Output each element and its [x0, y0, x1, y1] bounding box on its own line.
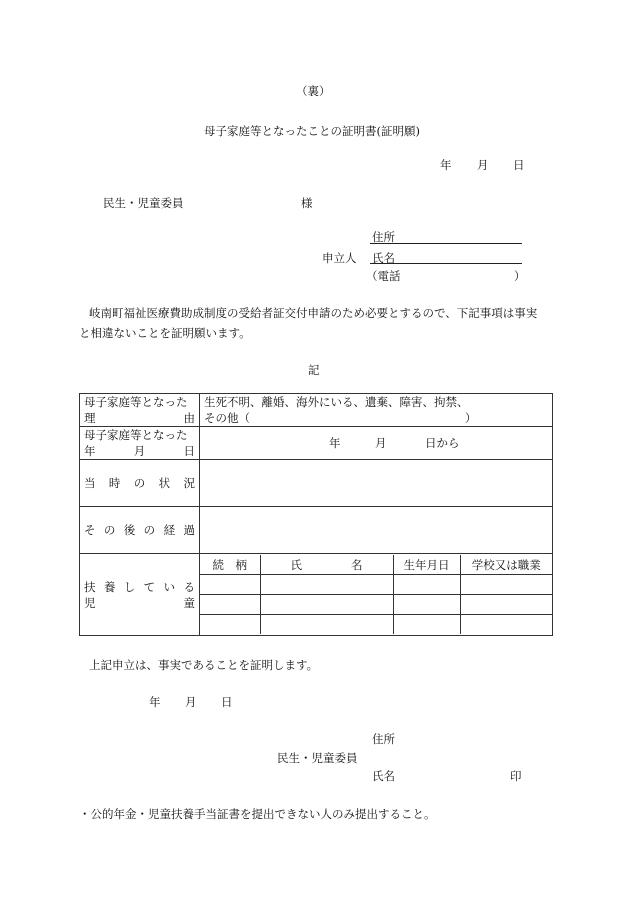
applicant-phone-open: （電話	[366, 269, 401, 283]
document-title: 母子家庭等となったことの証明書(証明願)	[204, 124, 420, 138]
body-text-line-1: 岐南町福祉医療費助成制度の受給者証交付申請のため必要とするので、下記事項は事実	[89, 306, 538, 320]
row-date	[80, 427, 553, 460]
certificate-table	[79, 393, 553, 636]
status-label: 当 時 の 状 況	[80, 460, 200, 507]
certify-text: 上記申立は、事実であることを証明します。	[89, 658, 319, 672]
applicant-name-label: 氏名	[372, 251, 395, 265]
certifier-role: 民生・児童委員	[277, 751, 358, 765]
row-dependents	[80, 554, 553, 636]
seal-label: 印	[510, 769, 522, 783]
date-day-bottom: 日	[221, 695, 233, 709]
dependent-name-cell[interactable]	[260, 595, 393, 615]
header-relation: 続 柄	[200, 555, 260, 575]
date-year-bottom: 年	[149, 695, 161, 709]
addressee-label: 民生・児童委員	[103, 196, 184, 210]
dependents-header-row	[200, 555, 552, 575]
applicant-address-line	[370, 243, 522, 244]
row-reason	[80, 394, 553, 427]
dependent-name-cell[interactable]	[260, 615, 393, 635]
status-value[interactable]	[200, 460, 553, 507]
dependent-relation-cell[interactable]	[200, 595, 260, 615]
row-status	[80, 460, 553, 507]
dependent-birth-cell[interactable]	[393, 615, 460, 635]
reason-label: 母子家庭等となった 理 由	[80, 394, 200, 427]
applicant-phone-close: ）	[514, 269, 526, 283]
header-birth: 生年月日	[393, 555, 460, 575]
body-text-line-2: と相違ないことを証明願います。	[79, 326, 251, 340]
after-value[interactable]	[200, 507, 553, 554]
ki-label: 記	[308, 363, 320, 377]
dependent-school-cell[interactable]	[460, 595, 552, 615]
dependent-row	[200, 615, 552, 635]
applicant-address-label: 住所	[372, 230, 395, 244]
header-name: 氏 名	[260, 555, 393, 575]
dependent-school-cell[interactable]	[460, 575, 552, 595]
dependent-school-cell[interactable]	[460, 615, 552, 635]
side-label: （裏）	[296, 84, 331, 98]
dependent-row	[200, 575, 552, 595]
date-month-bottom: 月	[185, 695, 197, 709]
date-day-top: 日	[513, 158, 525, 172]
certifier-address-label: 住所	[372, 732, 395, 746]
date-month-top: 月	[477, 158, 489, 172]
addressee-honorific: 様	[301, 196, 313, 210]
dependent-relation-cell[interactable]	[200, 575, 260, 595]
note-text: ・公的年金・児童扶養手当証書を提出できない人のみ提出すること。	[79, 807, 436, 821]
date-value: 年 月 日から	[200, 427, 553, 460]
dependents-label: 扶 養 し て い る 児 童	[80, 554, 200, 636]
after-label: そ の 後 の 経 過	[80, 507, 200, 554]
reason-value: 生死不明、離婚、海外にいる、遺棄、障害、拘禁、 その他（ ）	[200, 394, 553, 427]
applicant-name-line	[370, 263, 522, 264]
dependents-grid	[200, 555, 552, 634]
dependent-row	[200, 595, 552, 615]
date-label: 母子家庭等となった 年 月 日	[80, 427, 200, 460]
dependents-grid-cell	[200, 554, 553, 636]
date-year-top: 年	[440, 158, 452, 172]
dependent-birth-cell[interactable]	[393, 595, 460, 615]
certifier-name-label: 氏名	[372, 769, 395, 783]
dependent-birth-cell[interactable]	[393, 575, 460, 595]
applicant-role: 申立人	[322, 251, 357, 265]
dependent-name-cell[interactable]	[260, 575, 393, 595]
dependent-relation-cell[interactable]	[200, 615, 260, 635]
header-school: 学校又は職業	[460, 555, 552, 575]
row-after	[80, 507, 553, 554]
